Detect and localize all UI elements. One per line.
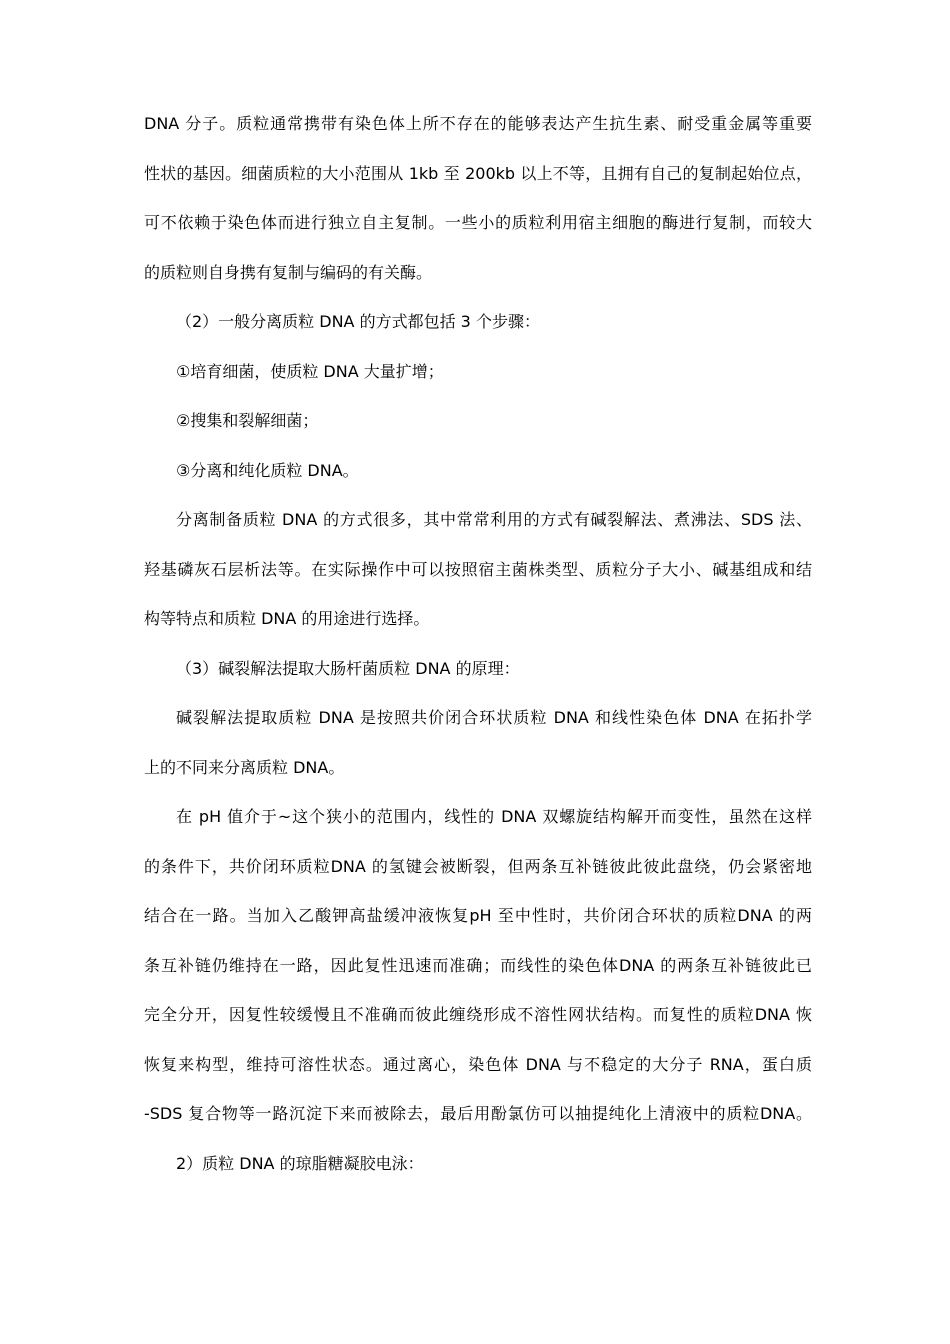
text-line: 构等特点和质粒 DNA 的用途进行选择。	[144, 609, 430, 628]
section-heading: （3）碱裂解法提取大肠杆菌质粒 DNA 的原理：	[176, 658, 520, 678]
text-line: 羟基磷灰石层析法等。在实际操作中可以按照宿主菌株类型、质粒分子大小、碱基组成和结	[144, 559, 812, 579]
step-item: ②搜集和裂解细菌；	[176, 411, 319, 430]
text-line: 结合在一路。当加入乙酸钾高盐缓冲液恢复pH 至中性时，共价闭合环状的质粒DNA 的两	[144, 906, 812, 925]
text-line: DNA 分子。质粒通常携带有染色体上所不存在的能够表达产生抗生素、耐受重金属等重要	[144, 114, 812, 133]
section-heading: （2）一般分离质粒 DNA 的方式都包括 3 个步骤：	[176, 312, 540, 331]
text-line: 恢复来构型，维持可溶性状态。通过离心，染色体 DNA 与不稳定的大分子 RNA，蛋白质	[144, 1054, 812, 1074]
text-line: 的质粒则自身携有复制与编码的有关酶。	[144, 262, 433, 282]
text-line: 条互补链仍维持在一路，因此复性迅速而准确；而线性的染色体DNA 的两条互补链彼此已	[144, 955, 812, 975]
text-line: 完全分开，因复性较缓慢且不准确而彼此缠绕形成不溶性网状结构。而复性的质粒DNA 恢	[144, 1005, 812, 1024]
text-line: 性状的基因。细菌质粒的大小范围从 1kb 至 200kb 以上不等，且拥有自己的复制起始位点，	[144, 163, 812, 183]
text-line: 的条件下，共价闭环质粒DNA 的氢键会被断裂，但两条互补链彼此彼此盘绕，仍会紧密地	[144, 856, 812, 876]
text-line: 分离制备质粒 DNA 的方式很多，其中常常利用的方式有碱裂解法、煮沸法、SDS 法、	[176, 510, 812, 529]
document-body	[144, 104, 812, 1193]
text-line: -SDS 复合物等一路沉淀下来而被除去，最后用酚氯仿可以抽提纯化上清液中的质粒DNA。	[144, 1104, 812, 1123]
text-line: 上的不同来分离质粒 DNA。	[144, 757, 345, 777]
text-line: 碱裂解法提取质粒 DNA 是按照共价闭合环状质粒 DNA 和线性染色体 DNA 在拓扑学	[176, 708, 812, 727]
text-line: 可不依赖于染色体而进行独立自主复制。一些小的质粒利用宿主细胞的酶进行复制，而较大	[144, 213, 812, 232]
step-item: ③分离和纯化质粒 DNA。	[176, 460, 359, 480]
step-item: ①培育细菌，使质粒 DNA 大量扩增；	[176, 361, 444, 381]
text-line: 在 pH 值介于~这个狭小的范围内，线性的 DNA 双螺旋结构解开而变性，虽然在这样	[176, 807, 812, 826]
section-heading: 2）质粒 DNA 的琼脂糖凝胶电泳：	[176, 1153, 424, 1173]
